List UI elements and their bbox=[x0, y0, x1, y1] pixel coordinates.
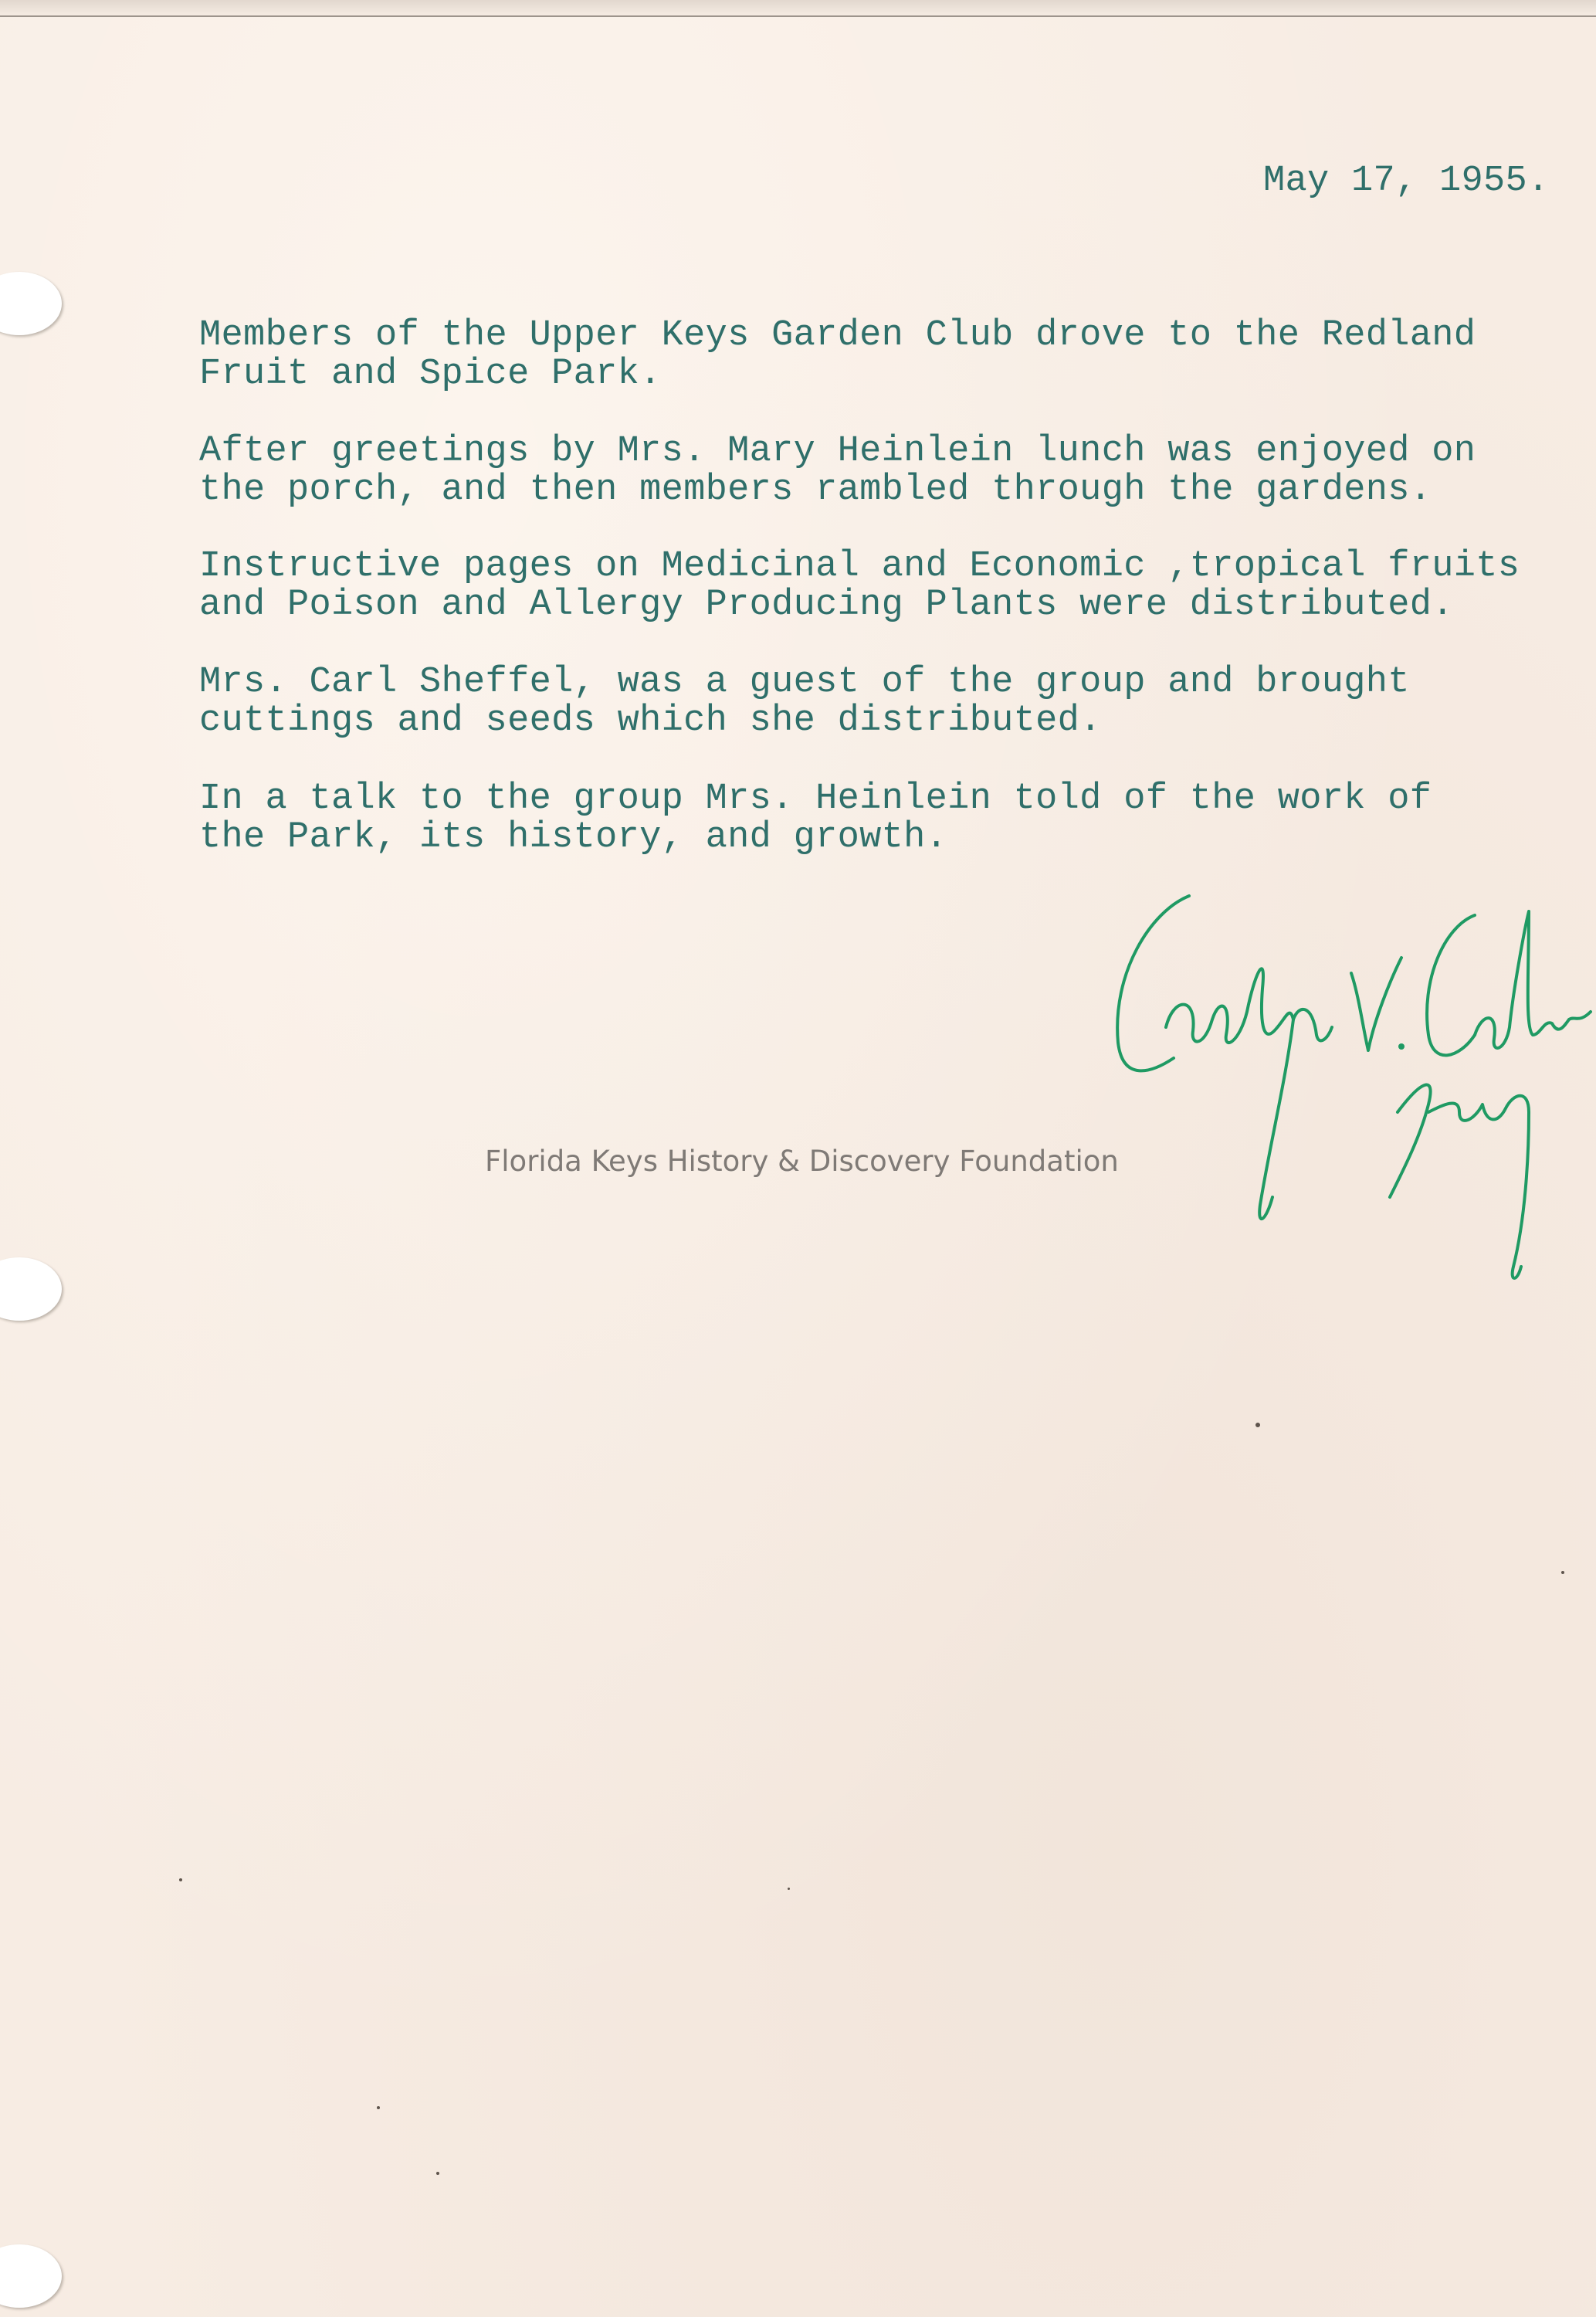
page-top-edge bbox=[0, 0, 1596, 17]
paper-speck bbox=[1561, 1571, 1564, 1574]
paper-speck bbox=[1255, 1423, 1260, 1427]
punch-hole bbox=[0, 2244, 62, 2308]
watermark-text: Florida Keys History & Discovery Foundation bbox=[485, 1145, 1119, 1178]
paragraph-line: and Poison and Allergy Producing Plants were distributed. bbox=[199, 585, 1454, 626]
paragraph-line: Mrs. Carl Sheffel, was a guest of the group and brought bbox=[199, 662, 1410, 703]
paper-speck bbox=[436, 2172, 439, 2175]
paragraph-line: cuttings and seeds which she distributed. bbox=[199, 701, 1102, 741]
paragraph-1 bbox=[199, 317, 1476, 394]
paragraph-3 bbox=[199, 548, 1520, 625]
paragraph-line: Fruit and Spice Park. bbox=[199, 354, 662, 395]
paragraph-line: Instructive pages on Medicinal and Economic ,tropical fruits bbox=[199, 546, 1520, 587]
punch-hole bbox=[0, 1257, 62, 1321]
paragraph-line: In a talk to the group Mrs. Heinlein told of the work of bbox=[199, 779, 1432, 819]
paper-speck bbox=[377, 2106, 380, 2109]
punch-hole bbox=[0, 272, 62, 335]
paragraph-line: After greetings by Mrs. Mary Heinlein lunch was enjoyed on bbox=[199, 431, 1476, 472]
letter-date: May 17, 1955. bbox=[1263, 161, 1550, 202]
paper-speck bbox=[179, 1878, 182, 1881]
paragraph-line: the porch, and then members rambled through the gardens. bbox=[199, 470, 1432, 511]
paper-speck bbox=[788, 1888, 790, 1890]
paragraph-4 bbox=[199, 663, 1410, 741]
paragraph-2 bbox=[199, 433, 1476, 510]
paragraph-line: Members of the Upper Keys Garden Club drove to the Redland bbox=[199, 315, 1476, 356]
paragraph-line: the Park, its history, and growth. bbox=[199, 817, 948, 858]
paragraph-5 bbox=[199, 780, 1432, 857]
handwritten-signature bbox=[1096, 880, 1596, 1313]
